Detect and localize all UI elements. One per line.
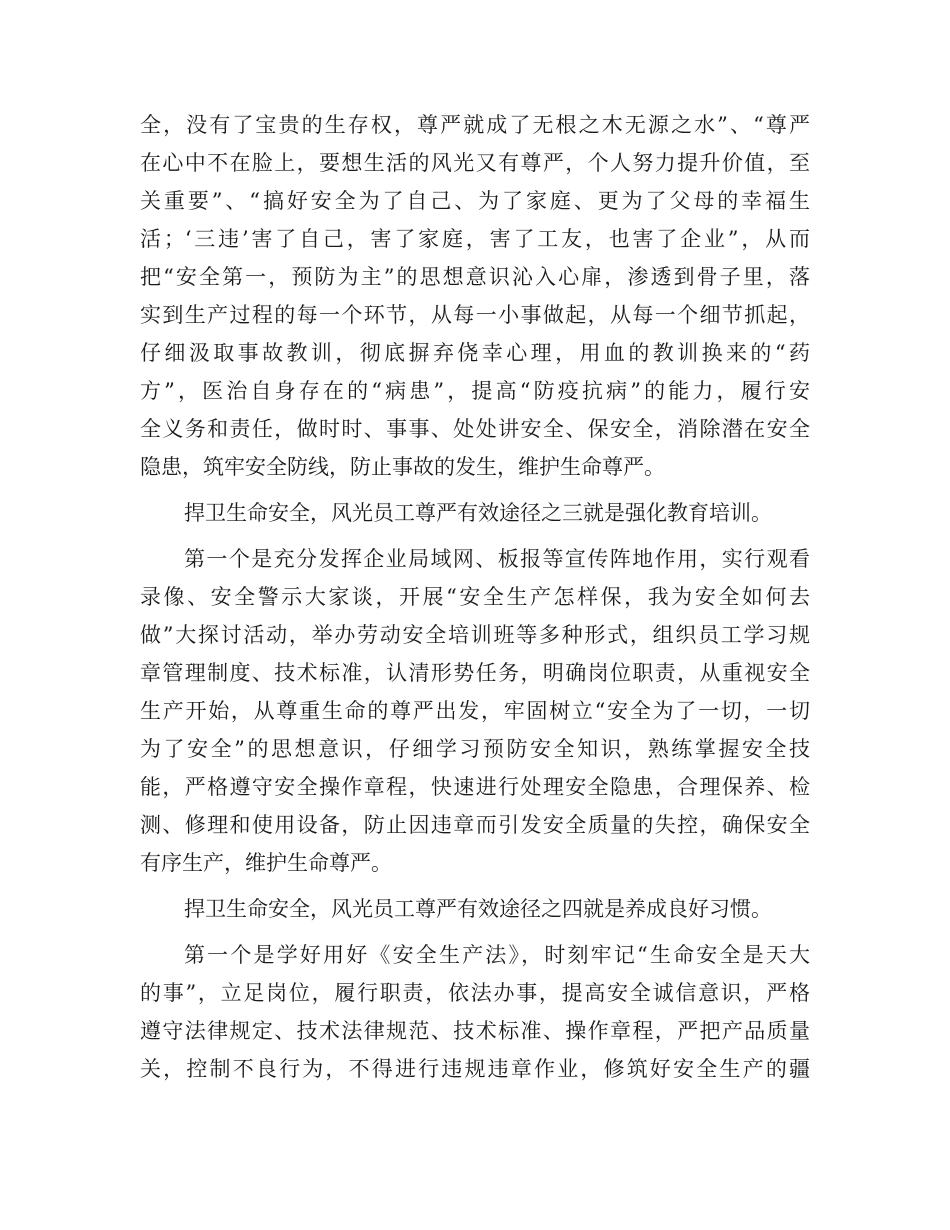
text-line: 关重要”、“搞好安全为了自己、为了家庭、更为了父母的幸福生 bbox=[140, 189, 810, 213]
text-line: 实到生产过程的每一个环节，从每一小事做起，从每一个细节抓起， bbox=[140, 303, 810, 327]
paragraph bbox=[140, 936, 810, 1088]
text-line: 捍卫生命安全，风光员工尊严有效途径之四就是养成良好习惯。 bbox=[184, 897, 772, 921]
paragraph bbox=[140, 106, 810, 486]
text-line: 第一个是充分发挥企业局域网、板报等宣传阵地作用，实行观看 bbox=[184, 547, 810, 571]
text-line: 测、修理和使用设备，防止因违章而引发安全质量的失控，确保安全 bbox=[140, 813, 810, 837]
text-line: 的事”，立足岗位，履行职责，依法办事，提高安全诚信意识，严格 bbox=[140, 981, 810, 1005]
text-line: 做”大探讨活动，举办劳动安全培训班等多种形式，组织员工学习规 bbox=[140, 623, 810, 647]
text-line: 捍卫生命安全，风光员工尊严有效途径之三就是强化教育培训。 bbox=[184, 501, 772, 525]
text-line: 活；‘三违’害了自己，害了家庭，害了工友，也害了企业”，从而 bbox=[140, 227, 810, 251]
text-line: 录像、安全警示大家谈，开展“安全生产怎样保，我为安全如何去 bbox=[140, 585, 810, 609]
text-line: 有序生产，维护生命尊严。 bbox=[140, 851, 392, 875]
text-line: 全，没有了宝贵的生存权，尊严就成了无根之木无源之水”、“尊严 bbox=[140, 113, 810, 137]
text-line: 章管理制度、技术标准，认清形势任务，明确岗位职责，从重视安全 bbox=[140, 661, 810, 685]
body-text bbox=[140, 106, 810, 1088]
text-line: 为了安全”的思想意识，仔细学习预防安全知识，熟练掌握安全技 bbox=[140, 737, 810, 761]
text-line: 隐患，筑牢安全防线，防止事故的发生，维护生命尊严。 bbox=[140, 455, 665, 479]
text-line: 第一个是学好用好《安全生产法》，时刻牢记“生命安全是天大 bbox=[184, 943, 810, 967]
text-line: 关，控制不良行为，不得进行违规违章作业，修筑好安全生产的疆 bbox=[140, 1057, 810, 1081]
text-line: 全义务和责任，做时时、事事、处处讲安全、保安全，消除潜在安全 bbox=[140, 417, 810, 441]
paragraph bbox=[140, 890, 810, 928]
paragraph bbox=[140, 494, 810, 532]
text-line: 遵守法律规定、技术法律规范、技术标准、操作章程，严把产品质量 bbox=[140, 1019, 810, 1043]
paragraph bbox=[140, 540, 810, 882]
text-line: 把“安全第一，预防为主”的思想意识沁入心扉，渗透到骨子里，落 bbox=[140, 265, 810, 289]
text-line: 生产开始，从尊重生命的尊严出发，牢固树立“安全为了一切，一切 bbox=[140, 699, 810, 723]
text-line: 仔细汲取事故教训，彻底摒弃侥幸心理，用血的教训换来的“药 bbox=[140, 341, 810, 365]
text-line: 方”，医治自身存在的“病患”，提高“防疫抗病”的能力，履行安 bbox=[140, 379, 810, 403]
text-line: 能，严格遵守安全操作章程，快速进行处理安全隐患，合理保养、检 bbox=[140, 775, 810, 799]
text-line: 在心中不在脸上，要想生活的风光又有尊严，个人努力提升价值，至 bbox=[140, 151, 810, 175]
